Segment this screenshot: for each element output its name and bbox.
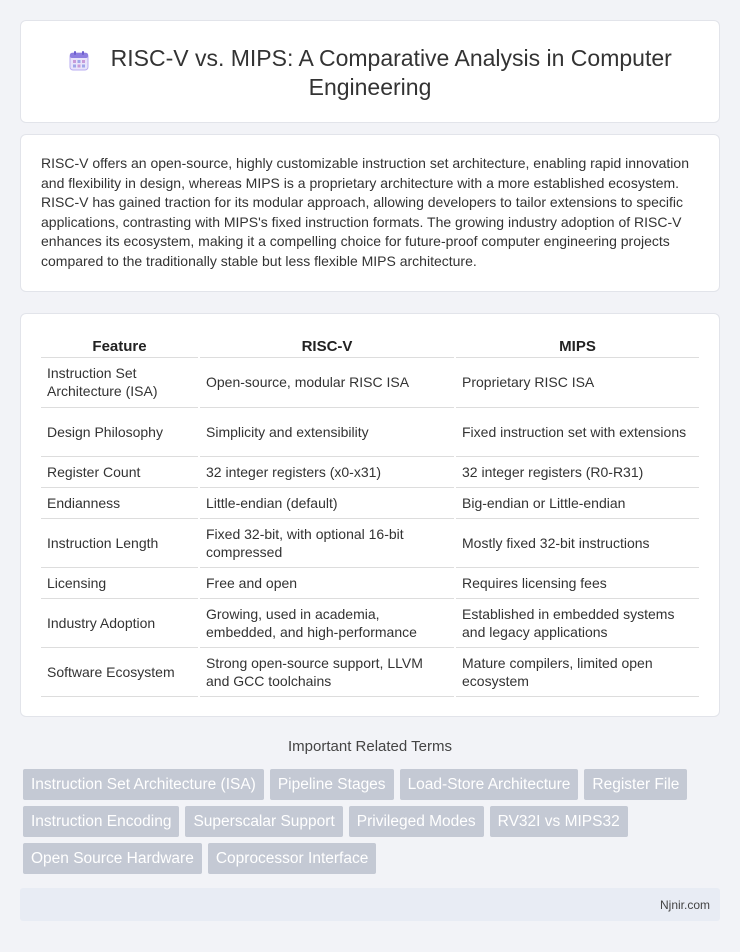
related-terms-list bbox=[23, 769, 723, 880]
table-row bbox=[41, 647, 699, 696]
summary-card bbox=[20, 134, 720, 292]
table-cell: Instruction Length bbox=[41, 518, 199, 567]
term-tag[interactable]: Pipeline Stages bbox=[270, 769, 394, 800]
calendar-icon bbox=[68, 50, 90, 72]
table-cell: Licensing bbox=[41, 567, 199, 598]
header-feature: Feature bbox=[41, 333, 199, 357]
table-cell: Instruction Set Architecture (ISA) bbox=[41, 357, 199, 407]
table-row bbox=[41, 407, 699, 456]
table-cell: Strong open-source support, LLVM and GCC toolchains bbox=[199, 647, 455, 696]
table-cell: 32 integer registers (x0-x31) bbox=[199, 456, 455, 487]
table-row bbox=[41, 456, 699, 487]
comparison-table-card bbox=[20, 313, 720, 717]
term-tag[interactable]: Superscalar Support bbox=[185, 806, 342, 837]
title-wrap bbox=[61, 44, 679, 102]
table-cell: Mature compilers, limited open ecosystem bbox=[455, 647, 699, 696]
table-cell: Proprietary RISC ISA bbox=[455, 357, 699, 407]
related-terms-heading: Important Related Terms bbox=[288, 738, 452, 755]
footer-site-link[interactable]: Njnir.com bbox=[659, 898, 710, 912]
table-cell: Industry Adoption bbox=[41, 598, 199, 647]
table-cell: Endianness bbox=[41, 487, 199, 518]
table-row bbox=[41, 518, 699, 567]
summary-text: RISC-V offers an open-source, highly customizable instruction set architecture, enabling rapid innovation and flexibility in design, whereas MIPS is a proprietary architecture with a more established ecosystem. RISC-V has gained traction for its modular approach, allowing developers to tailor extensions to specific applications, contrasting with MIPS's fixed instruction formats. The growing industry adoption of RISC-V enhances its ecosystem, making it a compelling choice for future-proof computer engineering projects compared to the traditionally stable but less flexible MIPS architecture. bbox=[41, 155, 689, 269]
term-tag[interactable]: Instruction Set Architecture (ISA) bbox=[23, 769, 264, 800]
header-riscv: RISC-V bbox=[199, 333, 455, 357]
table-cell: Big-endian or Little-endian bbox=[455, 487, 699, 518]
table-row bbox=[41, 487, 699, 518]
term-tag[interactable]: Load-Store Architecture bbox=[400, 769, 579, 800]
table-cell: Register Count bbox=[41, 456, 199, 487]
term-tag[interactable]: Coprocessor Interface bbox=[208, 843, 377, 874]
page-title: RISC-V vs. MIPS: A Comparative Analysis in Computer Engineering bbox=[110, 45, 672, 100]
table-cell: Established in embedded systems and legacy applications bbox=[455, 598, 699, 647]
table-cell: Free and open bbox=[199, 567, 455, 598]
table-row bbox=[41, 567, 699, 598]
footer bbox=[20, 888, 720, 921]
table-cell: Requires licensing fees bbox=[455, 567, 699, 598]
comparison-table bbox=[41, 333, 699, 697]
table-cell: Mostly fixed 32-bit instructions bbox=[455, 518, 699, 567]
table-cell: Fixed 32-bit, with optional 16-bit compressed bbox=[199, 518, 455, 567]
table-row bbox=[41, 357, 699, 407]
term-tag[interactable]: RV32I vs MIPS32 bbox=[490, 806, 628, 837]
table-cell: 32 integer registers (R0-R31) bbox=[455, 456, 699, 487]
term-tag[interactable]: Privileged Modes bbox=[349, 806, 484, 837]
table-cell: Simplicity and extensibility bbox=[199, 407, 455, 456]
table-row bbox=[41, 598, 699, 647]
table-cell: Growing, used in academia, embedded, and high-performance bbox=[199, 598, 455, 647]
term-tag[interactable]: Register File bbox=[584, 769, 687, 800]
table-cell: Open-source, modular RISC ISA bbox=[199, 357, 455, 407]
title-card bbox=[20, 20, 720, 123]
term-tag[interactable]: Open Source Hardware bbox=[23, 843, 202, 874]
table-cell: Little-endian (default) bbox=[199, 487, 455, 518]
term-tag[interactable]: Instruction Encoding bbox=[23, 806, 179, 837]
table-cell: Software Ecosystem bbox=[41, 647, 199, 696]
header-mips: MIPS bbox=[455, 333, 699, 357]
table-cell: Design Philosophy bbox=[41, 407, 199, 456]
table-header-row bbox=[41, 333, 699, 357]
table-cell: Fixed instruction set with extensions bbox=[455, 407, 699, 456]
